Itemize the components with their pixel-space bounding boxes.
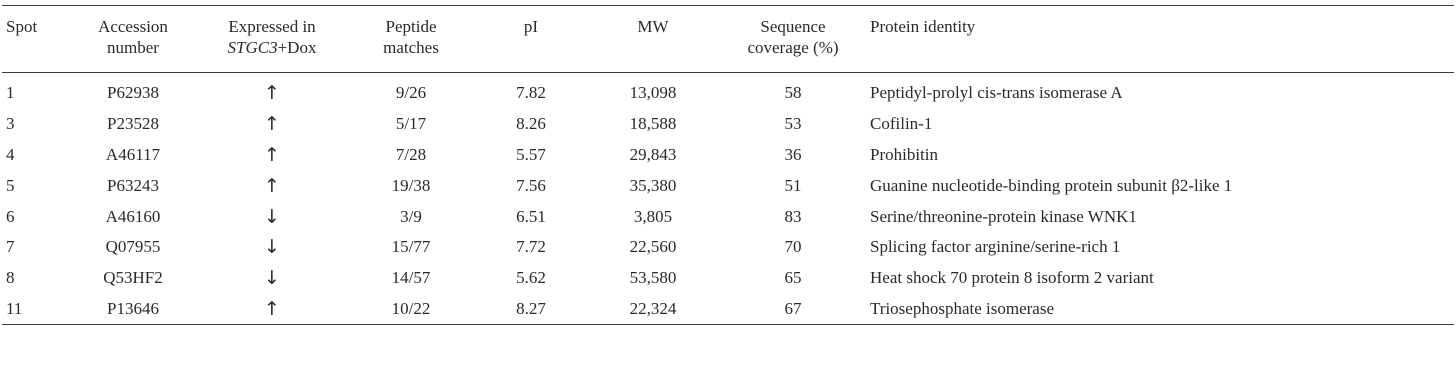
header-coverage-line2: coverage (%) [747,38,839,57]
protein-identification-table [2,5,1454,325]
up-arrow-icon: ↑ [264,113,280,136]
cell-mw: 53,580 [629,268,677,288]
table-row [2,294,1454,325]
table-row [2,201,1454,232]
cell-accession: P13646 [68,294,198,325]
table-row [2,232,1454,263]
cell-pi: 7.82 [516,83,546,103]
cell-mw: 18,588 [629,114,677,134]
header-accession-line2: number [107,38,159,57]
up-arrow-icon: ↑ [264,82,280,105]
cell-pi: 7.56 [516,175,546,195]
cell-coverage: 53 [784,114,802,134]
header-expressed-line1: Expressed in [228,17,316,36]
cell-accession: A46117 [105,144,161,164]
cell-coverage: 65 [784,268,802,288]
cell-protein: Guanine nucleotide-binding protein subunit β2-like 1 [870,175,1233,195]
header-expressed [198,6,346,73]
cell-pi: 6.51 [516,206,546,226]
cell-peptide: 7/28 [395,144,427,164]
cell-spot: 5 [6,175,15,195]
up-arrow-icon: ↑ [198,294,346,325]
cell-mw: 3,805 [633,206,673,226]
table-body [2,73,1454,325]
table-row [2,140,1454,171]
header-spot [2,6,68,73]
cell-accession: P63243 [107,175,159,195]
header-mw-label: MW [637,17,669,36]
header-peptide-line2: matches [383,38,439,57]
cell-protein: Heat shock 70 protein 8 isoform 2 variant [870,268,1154,288]
header-protein [866,6,1454,73]
cell-coverage: 58 [784,83,802,103]
cell-protein: Triosephosphate isomerase [866,294,1454,325]
cell-mw: 29,843 [629,144,677,164]
cell-accession: Q53HF2 [103,268,163,288]
cell-pi: 8.26 [516,114,546,134]
header-coverage [720,6,866,73]
cell-mw: 22,324 [586,294,720,325]
cell-spot: 3 [6,114,15,134]
up-arrow-icon: ↑ [264,174,280,197]
cell-spot: 7 [6,237,15,257]
header-accession-line1: Accession [98,17,168,36]
cell-accession: Q07955 [105,237,161,257]
header-peptide-line1: Peptide [385,17,437,36]
header-peptide [346,6,476,73]
cell-spot: 4 [6,144,15,164]
table-row [2,109,1454,140]
header-pi [476,6,586,73]
cell-peptide: 14/57 [391,268,431,288]
cell-peptide: 9/26 [395,83,427,103]
cell-peptide: 3/9 [400,206,422,226]
cell-spot: 1 [6,83,15,103]
cell-peptide: 19/38 [391,175,431,195]
cell-accession: P23528 [107,114,159,134]
cell-pi: 5.62 [516,268,546,288]
header-mw [586,6,720,73]
cell-accession: A46160 [105,206,161,226]
cell-accession: P62938 [107,83,159,103]
up-arrow-icon: ↑ [264,143,280,166]
cell-protein: Prohibitin [870,144,939,164]
cell-protein: Cofilin-1 [870,114,933,134]
header-expressed-gene: STGC3 [227,38,278,57]
cell-peptide: 5/17 [395,114,427,134]
table-row [2,263,1454,294]
cell-pi: 7.72 [516,237,546,257]
cell-coverage: 70 [784,237,802,257]
header-row [2,6,1454,73]
cell-pi: 5.57 [516,144,546,164]
cell-peptide: 10/22 [346,294,476,325]
down-arrow-icon: ↓ [264,236,280,259]
cell-mw: 22,560 [629,237,677,257]
cell-coverage: 83 [784,206,802,226]
cell-spot: 8 [6,268,15,288]
table-row [2,170,1454,201]
cell-spot: 11 [2,294,68,325]
down-arrow-icon: ↓ [264,267,280,290]
cell-coverage: 51 [784,175,802,195]
cell-protein: Serine/threonine-protein kinase WNK1 [870,206,1137,226]
cell-coverage: 36 [784,144,802,164]
table-header [2,6,1454,73]
header-accession [68,6,198,73]
cell-mw: 35,380 [629,175,677,195]
header-coverage-line1: Sequence [760,17,826,36]
cell-pi: 8.27 [476,294,586,325]
cell-protein: Splicing factor arginine/serine-rich 1 [870,237,1121,257]
header-spot-label: Spot [6,17,38,36]
header-pi-label: pI [523,17,539,36]
cell-protein: Peptidyl-prolyl cis-trans isomerase A [870,83,1123,103]
header-protein-label: Protein identity [870,17,976,36]
table-row [2,73,1454,109]
cell-peptide: 15/77 [391,237,431,257]
cell-spot: 6 [6,206,15,226]
header-expressed-condition: +Dox [277,38,317,57]
cell-coverage: 67 [720,294,866,325]
cell-mw: 13,098 [629,83,677,103]
down-arrow-icon: ↓ [264,205,280,228]
